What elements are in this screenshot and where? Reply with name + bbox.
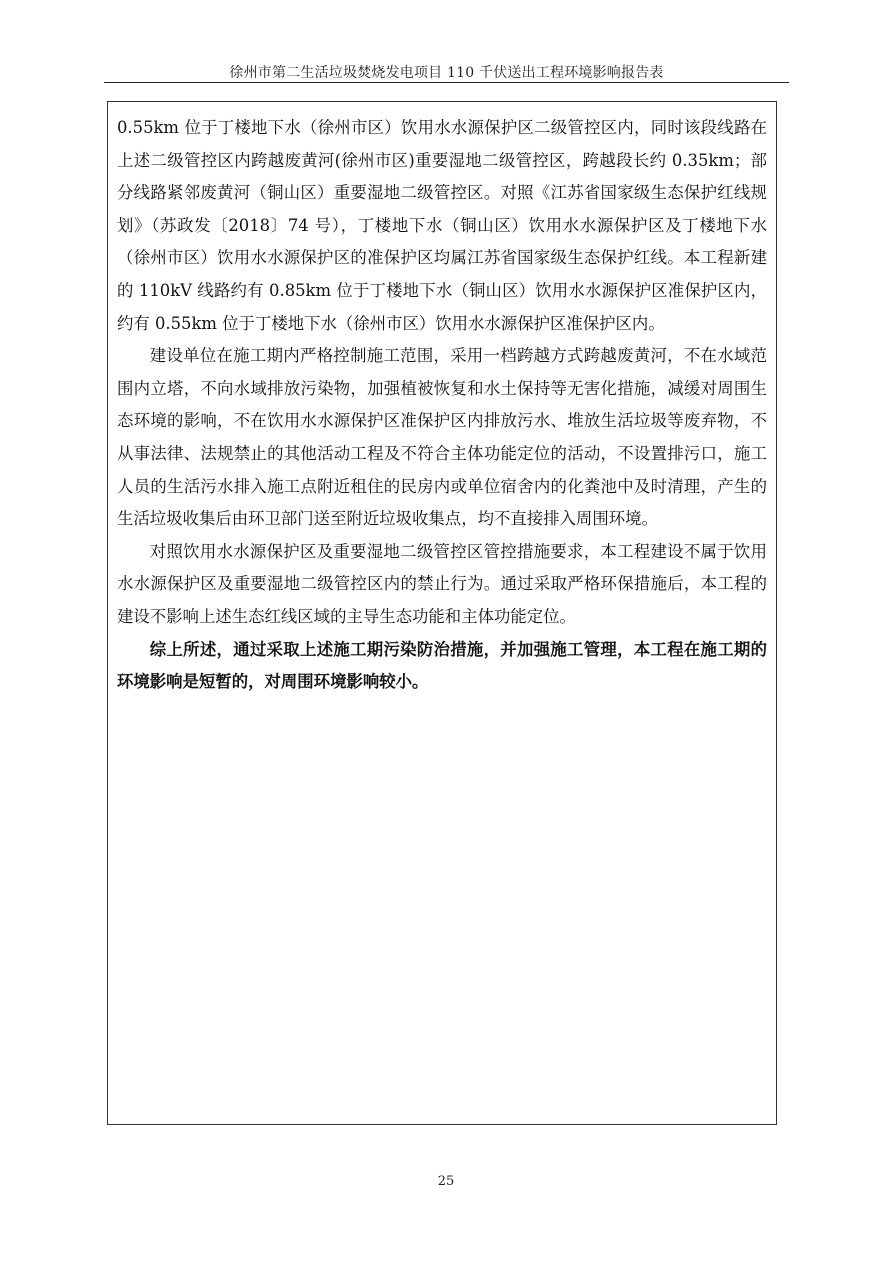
paragraph-conclusion: 综上所述，通过采取上述施工期污染防治措施，并加强施工管理，本工程在施工期的环境影响是短暂的，对周围环境影响较小。 <box>117 639 767 692</box>
paragraph-continued: 0.55km 位于丁楼地下水（徐州市区）饮用水水源保护区二级管控区内，同时该段线路在上述二级管控区内跨越废黄河(徐州市区)重要湿地二级管控区，跨越段长约 0.35km；部分线路紧邻废黄河（铜山区）重要湿地二级管控区。对照《江苏省国家级生态保护红线规划》（苏政发〔2018〕74 号），丁楼地下水（铜山区）饮用水水源保护区及丁楼地下水（徐州市区）饮用水水源保护区的准保护区均属江苏省国家级生态保护红线。本工程新建的 110kV 线路约有 0.85km 位于丁楼地下水（铜山区）饮用水水源保护区准保护区内，约有 0.55km 位于丁楼地下水（徐州市区）饮用水水源保护区准保护区内。 <box>117 118 767 333</box>
header-rule <box>104 82 789 83</box>
paragraph-construction-measures: 建设单位在施工期内严格控制施工范围，采用一档跨越方式跨越废黄河，不在水域范围内立塔，不向水域排放污染物，加强植被恢复和水土保持等无害化措施，减缓对周围生态环境的影响，不在饮用水水源保护区准保护区内排放污水、堆放生活垃圾等废弃物，不从事法律、法规禁止的其他活动工程及不符合主体功能定位的活动，不设置排污口，施工人员的生活污水排入施工点附近租住的民房内或单位宿舍内的化粪池中及时清理，产生的生活垃圾收集后由环卫部门送至附近垃圾收集点，均不直接排入周围环境。 <box>117 346 767 529</box>
paragraph-compliance: 对照饮用水水源保护区及重要湿地二级管控区管控措施要求，本工程建设不属于饮用水水源保护区及重要湿地二级管控区内的禁止行为。通过采取严格环保措施后，本工程的建设不影响上述生态红线区域的主导生态功能和主体功能定位。 <box>117 541 767 626</box>
page-number: 25 <box>437 1174 455 1189</box>
page-header-title: 徐州市第二生活垃圾焚烧发电项目 110 千伏送出工程环境影响报告表 <box>229 65 664 81</box>
content-box <box>107 101 777 1125</box>
